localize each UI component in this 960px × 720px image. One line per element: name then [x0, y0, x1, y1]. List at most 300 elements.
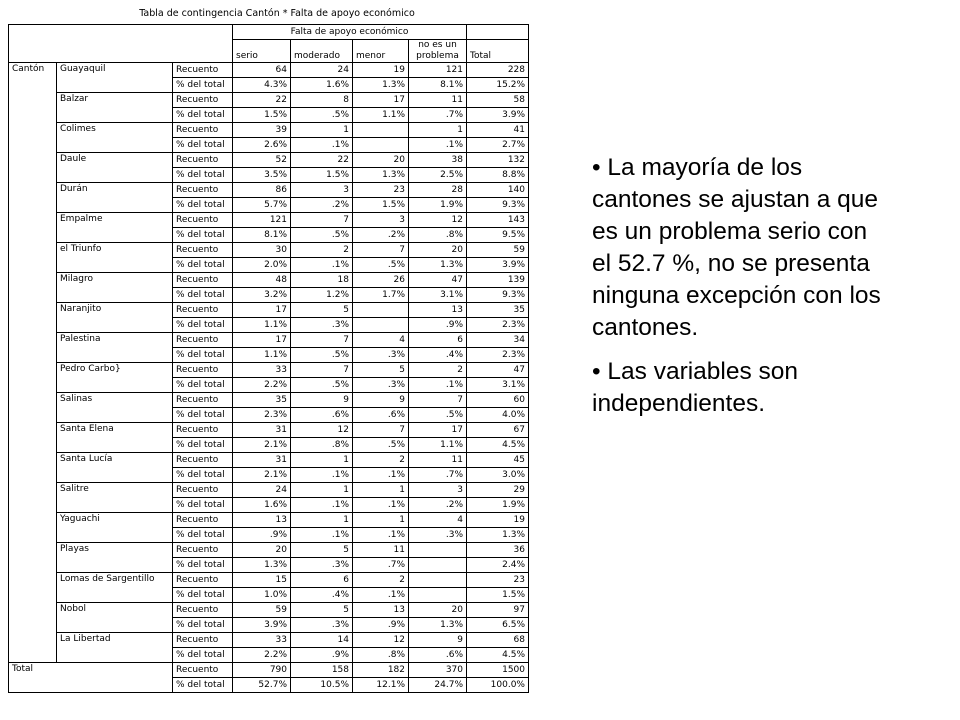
stat-label: % del total [173, 618, 233, 633]
table-cell: 3 [353, 213, 409, 228]
table-cell: 48 [233, 273, 291, 288]
table-cell: .3% [291, 318, 353, 333]
table-cell: .6% [291, 408, 353, 423]
table-cell: 20 [409, 243, 467, 258]
col-header-total: Total [467, 40, 529, 63]
table-cell: 3.1% [467, 378, 529, 393]
table-cell: .8% [291, 438, 353, 453]
table-cell: 11 [409, 93, 467, 108]
canton-name: Durán [57, 183, 173, 213]
table-cell: 52.7% [233, 678, 291, 693]
table-cell: 20 [409, 603, 467, 618]
table-cell: .3% [291, 558, 353, 573]
table-cell: .7% [409, 108, 467, 123]
table-cell: 2 [353, 573, 409, 588]
table-cell: 1.3% [409, 618, 467, 633]
table-cell: 1.0% [233, 588, 291, 603]
table-cell: 9 [409, 633, 467, 648]
table-cell: .5% [291, 348, 353, 363]
table-cell: 45 [467, 453, 529, 468]
table-cell: 28 [409, 183, 467, 198]
table-cell: 1.5% [233, 108, 291, 123]
table-cell: 1.3% [467, 528, 529, 543]
canton-name: Lomas de Sargentillo [57, 573, 173, 603]
table-cell: 1.3% [409, 258, 467, 273]
table-cell: 12 [409, 213, 467, 228]
table-cell: 58 [467, 93, 529, 108]
table-cell: 2.3% [233, 408, 291, 423]
table-cell: 19 [467, 513, 529, 528]
table-cell: 140 [467, 183, 529, 198]
canton-name: La Libertad [57, 633, 173, 663]
table-cell [409, 588, 467, 603]
stat-label: % del total [173, 108, 233, 123]
table-row [9, 573, 529, 588]
table-cell: 5 [291, 603, 353, 618]
table-cell: 19 [353, 63, 409, 78]
stat-label: % del total [173, 648, 233, 663]
table-row [9, 513, 529, 528]
table-cell: 1.1% [233, 318, 291, 333]
stat-label: Recuento [173, 513, 233, 528]
stat-label: % del total [173, 468, 233, 483]
table-cell: 47 [467, 363, 529, 378]
table-cell: 4 [353, 333, 409, 348]
table-cell: 9 [291, 393, 353, 408]
table-cell: 158 [291, 663, 353, 678]
table-cell: 23 [353, 183, 409, 198]
stat-label: % del total [173, 138, 233, 153]
stat-label: Recuento [173, 303, 233, 318]
stat-label: % del total [173, 348, 233, 363]
stat-label: Recuento [173, 393, 233, 408]
table-cell: 3.9% [467, 258, 529, 273]
table-cell: .3% [353, 348, 409, 363]
table-row [9, 603, 529, 618]
table-cell: .1% [291, 138, 353, 153]
table-cell [353, 318, 409, 333]
table-cell: 29 [467, 483, 529, 498]
table-cell: .8% [353, 648, 409, 663]
stat-label: % del total [173, 528, 233, 543]
table-cell: .1% [353, 498, 409, 513]
table-cell: .1% [291, 258, 353, 273]
table-cell: 2.4% [467, 558, 529, 573]
table-cell: 12 [353, 633, 409, 648]
table-cell: 26 [353, 273, 409, 288]
table-cell: 60 [467, 393, 529, 408]
table-cell: 1.9% [467, 498, 529, 513]
table-cell: 1.5% [467, 588, 529, 603]
table-cell: 52 [233, 153, 291, 168]
stat-label: Recuento [173, 483, 233, 498]
stat-label: Recuento [173, 63, 233, 78]
table-cell: 132 [467, 153, 529, 168]
stat-label: % del total [173, 678, 233, 693]
table-cell: .1% [353, 468, 409, 483]
table-cell: 1 [291, 513, 353, 528]
table-cell [353, 138, 409, 153]
canton-name: Naranjito [57, 303, 173, 333]
total-label: Total [9, 663, 173, 693]
table-cell: 1 [291, 123, 353, 138]
stat-label: Recuento [173, 153, 233, 168]
table-cell: 15.2% [467, 78, 529, 93]
table-cell: .2% [291, 198, 353, 213]
table-row [9, 273, 529, 288]
stat-label: Recuento [173, 423, 233, 438]
table-cell: 121 [409, 63, 467, 78]
table-cell: 8.1% [233, 228, 291, 243]
table-cell: 139 [467, 273, 529, 288]
table-cell: 1500 [467, 663, 529, 678]
table-row [9, 393, 529, 408]
table-cell: 3.2% [233, 288, 291, 303]
table-cell: 9 [353, 393, 409, 408]
table-cell: 1.1% [233, 348, 291, 363]
stat-label: Recuento [173, 123, 233, 138]
table-cell: 12 [291, 423, 353, 438]
table-cell: 2.1% [233, 438, 291, 453]
table-cell: 182 [353, 663, 409, 678]
table-cell: 4.5% [467, 438, 529, 453]
canton-name: Santa Elena [57, 423, 173, 453]
table-cell: 59 [233, 603, 291, 618]
canton-name: Guayaquil [57, 63, 173, 93]
table-cell: 31 [233, 423, 291, 438]
table-cell: 6.5% [467, 618, 529, 633]
table-cell: 2.6% [233, 138, 291, 153]
table-row [9, 63, 529, 78]
table-cell: .3% [409, 528, 467, 543]
canton-name: Daule [57, 153, 173, 183]
table-cell: 18 [291, 273, 353, 288]
table-cell: 121 [233, 213, 291, 228]
canton-name: Palestina [57, 333, 173, 363]
table-cell: 3.9% [467, 108, 529, 123]
table-cell: .5% [291, 228, 353, 243]
table-cell: 35 [467, 303, 529, 318]
note-text-2: Las variables son independientes. [592, 358, 799, 417]
table-cell: 2.3% [467, 348, 529, 363]
table-cell: 20 [353, 153, 409, 168]
table-row [9, 153, 529, 168]
table-cell: 5 [353, 363, 409, 378]
table-cell: .9% [353, 618, 409, 633]
stat-label: % del total [173, 408, 233, 423]
table-cell: .1% [409, 138, 467, 153]
table-cell: .6% [409, 648, 467, 663]
note-bullet-2: • Las variables son independientes. [592, 358, 799, 417]
table-cell: 9.5% [467, 228, 529, 243]
table-cell: .4% [291, 588, 353, 603]
notes [592, 152, 892, 432]
col-header-menor: menor [353, 40, 409, 63]
canton-name: Santa Lucía [57, 453, 173, 483]
stat-label: Recuento [173, 543, 233, 558]
stat-label: Recuento [173, 573, 233, 588]
table-cell: 9.3% [467, 198, 529, 213]
table-cell: 7 [353, 243, 409, 258]
table-cell: 3 [291, 183, 353, 198]
col-header-serio: serio [233, 40, 291, 63]
table-cell: 17 [233, 303, 291, 318]
stat-label: Recuento [173, 93, 233, 108]
table-row [9, 633, 529, 648]
table-cell: .5% [291, 108, 353, 123]
stat-label: % del total [173, 258, 233, 273]
table-cell: 790 [233, 663, 291, 678]
total-row [9, 663, 529, 678]
note-text-1: La mayoría de los cantones se ajustan a que es un problema serio con el 52.7 %, no se presenta ninguna excepción con los cantones. [592, 154, 881, 341]
table-cell: .9% [409, 318, 467, 333]
table-cell: 1 [409, 123, 467, 138]
stat-label: % del total [173, 498, 233, 513]
canton-name: Colimes [57, 123, 173, 153]
table-row [9, 93, 529, 108]
table-cell: 1 [353, 483, 409, 498]
table-cell: 2 [409, 363, 467, 378]
table-cell: .2% [353, 228, 409, 243]
table-cell: 7 [409, 393, 467, 408]
canton-name: Nobol [57, 603, 173, 633]
table-cell [353, 303, 409, 318]
stat-label: % del total [173, 168, 233, 183]
table-cell: .5% [353, 438, 409, 453]
table-cell: 3 [409, 483, 467, 498]
table-cell: 15 [233, 573, 291, 588]
table-cell: .1% [353, 528, 409, 543]
table-cell: 33 [233, 363, 291, 378]
table-cell: 1.3% [353, 168, 409, 183]
table-row [9, 243, 529, 258]
canton-name: Salinas [57, 393, 173, 423]
table-cell: 97 [467, 603, 529, 618]
table-cell: 3.0% [467, 468, 529, 483]
table-row [9, 363, 529, 378]
table-cell: 1.3% [353, 78, 409, 93]
table-cell: 12.1% [353, 678, 409, 693]
table-cell: 86 [233, 183, 291, 198]
canton-name: Milagro [57, 273, 173, 303]
table-cell: 6 [409, 333, 467, 348]
table-cell: 13 [409, 303, 467, 318]
table-cell: .5% [409, 408, 467, 423]
row-var-label: Cantón [9, 63, 57, 663]
canton-name: el Triunfo [57, 243, 173, 273]
table-cell: 1 [353, 513, 409, 528]
table-cell: 1.1% [353, 108, 409, 123]
table-cell: 6 [291, 573, 353, 588]
table-row [9, 423, 529, 438]
table-cell: 1.7% [353, 288, 409, 303]
table-cell: 3.5% [233, 168, 291, 183]
stat-label: Recuento [173, 243, 233, 258]
table-cell [409, 558, 467, 573]
table-cell: 31 [233, 453, 291, 468]
stat-label: Recuento [173, 273, 233, 288]
table-cell: 1.6% [233, 498, 291, 513]
table-cell: .8% [409, 228, 467, 243]
table-cell: .1% [291, 528, 353, 543]
table-cell: .1% [409, 378, 467, 393]
note-bullet-1: • La mayoría de los cantones se ajustan a que es un problema serio con el 52.7 %, no se presenta ninguna excepción con los cantones. [592, 154, 881, 341]
table-cell: .5% [291, 378, 353, 393]
table-cell: 5 [291, 543, 353, 558]
canton-name: Yaguachi [57, 513, 173, 543]
table-row [9, 333, 529, 348]
stat-label: % del total [173, 588, 233, 603]
table-cell: 5 [291, 303, 353, 318]
table-cell [409, 543, 467, 558]
table-cell: 2 [353, 453, 409, 468]
table-cell: 1.2% [291, 288, 353, 303]
table-cell: 11 [353, 543, 409, 558]
table-cell: 2.3% [467, 318, 529, 333]
table-cell: 4 [409, 513, 467, 528]
table-cell: .7% [353, 558, 409, 573]
table-cell: 17 [233, 333, 291, 348]
table-cell: 1.5% [353, 198, 409, 213]
table-cell: 10.5% [291, 678, 353, 693]
table-cell: 370 [409, 663, 467, 678]
table-cell: .3% [291, 618, 353, 633]
table-row [9, 213, 529, 228]
table-cell: 30 [233, 243, 291, 258]
table-row [9, 183, 529, 198]
table-cell: 3.9% [233, 618, 291, 633]
table-cell: 1.6% [291, 78, 353, 93]
stat-label: Recuento [173, 603, 233, 618]
table-cell: 2.7% [467, 138, 529, 153]
canton-name: Salitre [57, 483, 173, 513]
table-cell: 17 [409, 423, 467, 438]
table-cell: 1.9% [409, 198, 467, 213]
table-cell: .9% [291, 648, 353, 663]
table-cell: 1.1% [409, 438, 467, 453]
canton-name: Pedro Carbo} [57, 363, 173, 393]
table-cell: 2.5% [409, 168, 467, 183]
table-cell: .1% [291, 468, 353, 483]
table-cell: 100.0% [467, 678, 529, 693]
table-cell: 13 [353, 603, 409, 618]
table-cell: 8.1% [409, 78, 467, 93]
stat-label: % del total [173, 198, 233, 213]
stat-label: % del total [173, 78, 233, 93]
corner-cell [9, 25, 233, 63]
stat-label: Recuento [173, 183, 233, 198]
total-header-spacer [467, 25, 529, 40]
contingency-table [8, 24, 529, 693]
table-cell: 59 [467, 243, 529, 258]
table-cell: .1% [353, 588, 409, 603]
table-cell: 64 [233, 63, 291, 78]
table-cell: 24.7% [409, 678, 467, 693]
table-cell: 67 [467, 423, 529, 438]
table-cell: 47 [409, 273, 467, 288]
table-cell: 2.2% [233, 378, 291, 393]
table-cell: 24 [291, 63, 353, 78]
table-cell: 7 [291, 363, 353, 378]
table-cell: 22 [233, 93, 291, 108]
table-cell: 14 [291, 633, 353, 648]
table-cell: 23 [467, 573, 529, 588]
stat-label: Recuento [173, 213, 233, 228]
table-cell: 17 [353, 93, 409, 108]
table-cell: 20 [233, 543, 291, 558]
table-cell: .6% [353, 408, 409, 423]
stat-label: Recuento [173, 363, 233, 378]
canton-name: Empalme [57, 213, 173, 243]
table-cell: 13 [233, 513, 291, 528]
table-cell: 8.8% [467, 168, 529, 183]
stat-label: % del total [173, 378, 233, 393]
stat-label: Recuento [173, 633, 233, 648]
table-cell: 41 [467, 123, 529, 138]
table-cell: 11 [409, 453, 467, 468]
table-cell: 1.5% [291, 168, 353, 183]
table-cell: .9% [233, 528, 291, 543]
table-row [9, 453, 529, 468]
table-cell: 1 [291, 483, 353, 498]
table-cell: 22 [291, 153, 353, 168]
stat-label: Recuento [173, 453, 233, 468]
table-row [9, 123, 529, 138]
stat-label: Recuento [173, 663, 233, 678]
stat-label: Recuento [173, 333, 233, 348]
table-cell: 228 [467, 63, 529, 78]
table-cell [409, 573, 467, 588]
table-cell: 4.3% [233, 78, 291, 93]
table-row [9, 303, 529, 318]
col-header-no-es-un-problema: no es un problema [409, 40, 467, 63]
table-cell: 33 [233, 633, 291, 648]
table-cell: .7% [409, 468, 467, 483]
table-cell: 4.0% [467, 408, 529, 423]
table-cell: 68 [467, 633, 529, 648]
table-cell: 2 [291, 243, 353, 258]
table-cell: .5% [353, 258, 409, 273]
table-cell: 5.7% [233, 198, 291, 213]
table-cell: 143 [467, 213, 529, 228]
stat-label: % del total [173, 438, 233, 453]
table-cell: 7 [353, 423, 409, 438]
table-row [9, 543, 529, 558]
stat-label: % del total [173, 288, 233, 303]
table-title: Tabla de contingencia Cantón * Falta de apoyo económico [139, 8, 415, 19]
table-cell: 39 [233, 123, 291, 138]
table-cell: 34 [467, 333, 529, 348]
table-cell: 24 [233, 483, 291, 498]
table-cell: 2.2% [233, 648, 291, 663]
table-cell: 2.1% [233, 468, 291, 483]
table-cell: .4% [409, 348, 467, 363]
table-cell: 1.3% [233, 558, 291, 573]
table-cell: 4.5% [467, 648, 529, 663]
table-cell: 7 [291, 333, 353, 348]
table-cell: 3.1% [409, 288, 467, 303]
canton-name: Playas [57, 543, 173, 573]
table-cell: 35 [233, 393, 291, 408]
table-cell: .1% [291, 498, 353, 513]
table-cell: 38 [409, 153, 467, 168]
col-header-moderado: moderado [291, 40, 353, 63]
table-cell: 8 [291, 93, 353, 108]
table-cell: .3% [353, 378, 409, 393]
table-cell: 7 [291, 213, 353, 228]
table-cell: 9.3% [467, 288, 529, 303]
table-cell: 36 [467, 543, 529, 558]
